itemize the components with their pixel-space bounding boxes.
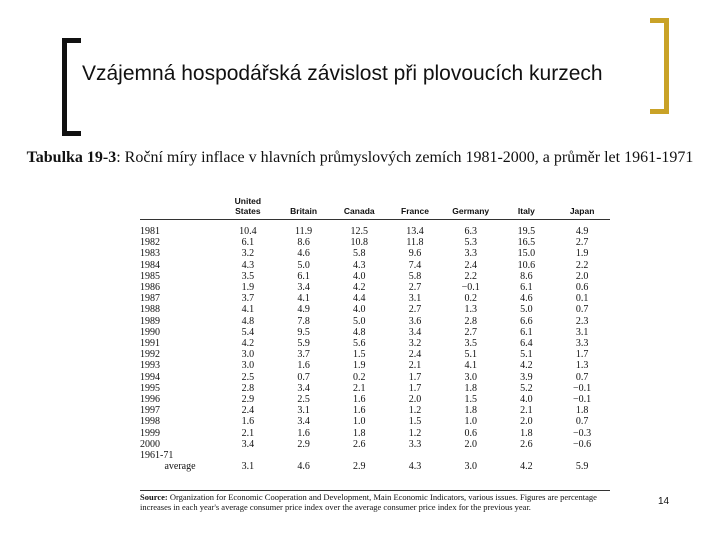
table-row — [140, 428, 610, 439]
year-cell: 1981 — [140, 226, 160, 237]
value-cell: 2.1 — [353, 382, 366, 394]
value-cell: 1.9 — [241, 282, 255, 294]
value-cell: 0.6 — [575, 282, 589, 294]
value-cell: 10.6 — [517, 259, 536, 271]
value-cell: 3.4 — [297, 382, 310, 394]
value-cell: 2.6 — [353, 438, 366, 450]
year-cell: 1999 — [140, 427, 160, 439]
value-cell: 3.1 — [575, 326, 589, 338]
value-cell: 1.6 — [353, 394, 366, 406]
value-cell: 4.0 — [353, 304, 366, 316]
value-cell: 0.2 — [464, 293, 477, 305]
year-cell: 1985 — [140, 270, 160, 282]
value-cell: 1.7 — [408, 371, 422, 383]
value-cell: 15.0 — [517, 248, 536, 260]
column-header: Britain — [276, 206, 332, 220]
average-value-cell: 4.2 — [520, 461, 533, 473]
value-cell: 2.2 — [575, 259, 589, 271]
value-cell: 3.7 — [241, 293, 255, 305]
value-cell: 11.9 — [295, 226, 313, 237]
value-cell: 1.6 — [353, 405, 366, 417]
value-cell: 1.3 — [575, 360, 589, 372]
value-cell: 8.6 — [520, 270, 533, 282]
value-cell: 5.6 — [353, 338, 366, 350]
year-cell: 1983 — [140, 248, 160, 260]
table-row — [140, 248, 610, 259]
column-header — [140, 206, 220, 220]
value-cell: 0.7 — [575, 304, 589, 316]
value-cell: 3.5 — [241, 270, 255, 282]
value-cell: 2.0 — [464, 438, 477, 450]
value-cell: 2.5 — [297, 394, 310, 406]
value-cell: 4.2 — [353, 282, 366, 294]
table-row — [140, 416, 610, 427]
value-cell: 0.1 — [575, 293, 589, 305]
value-cell: 4.3 — [353, 259, 366, 271]
value-cell: 0.2 — [353, 371, 366, 383]
value-cell: 19.5 — [517, 226, 536, 237]
value-cell: 4.6 — [520, 293, 533, 305]
value-cell: 2.1 — [520, 405, 533, 417]
value-cell: 4.8 — [353, 326, 366, 338]
value-cell: 4.9 — [297, 304, 310, 316]
slide-title: Vzájemná hospodářská závislost při plovoucích kurzech — [82, 62, 603, 85]
table-row — [140, 316, 610, 327]
table-row — [140, 260, 610, 271]
column-header: States — [220, 206, 276, 220]
caption-label: Tabulka 19-3 — [26, 149, 117, 166]
value-cell: 5.0 — [297, 259, 310, 271]
value-cell: −0.6 — [573, 438, 592, 450]
caption-text: : Roční míry inflace v hlavních průmyslových zemích 1981-2000, a průměr let 1961-1971 — [116, 149, 694, 166]
value-cell: 3.3 — [575, 338, 589, 350]
column-header: Germany — [443, 206, 499, 220]
table-row — [140, 304, 610, 315]
value-cell: 2.0 — [520, 416, 533, 428]
value-cell: 2.4 — [241, 405, 255, 417]
value-cell: 6.1 — [297, 270, 310, 282]
value-cell: 2.4 — [408, 349, 422, 361]
value-cell: 2.0 — [575, 270, 589, 282]
value-cell: 16.5 — [517, 237, 536, 249]
value-cell: 1.9 — [353, 360, 366, 372]
value-cell: 9.5 — [297, 326, 310, 338]
value-cell: 1.5 — [353, 349, 366, 361]
value-cell: 2.8 — [241, 382, 255, 394]
value-cell: 4.6 — [297, 248, 310, 260]
value-cell: 0.7 — [297, 371, 310, 383]
value-cell: 6.1 — [241, 237, 255, 249]
average-value-cell: 4.3 — [408, 461, 422, 473]
value-cell: 0.7 — [575, 371, 589, 383]
value-cell: 6.1 — [520, 282, 533, 294]
value-cell: 13.4 — [406, 226, 424, 237]
value-cell: −0.1 — [573, 394, 592, 406]
value-cell: 4.2 — [241, 338, 255, 350]
value-cell: −0.1 — [573, 382, 592, 394]
value-cell: 2.7 — [575, 237, 589, 249]
value-cell: 4.3 — [241, 259, 255, 271]
table-row — [140, 450, 610, 461]
value-cell: 5.3 — [464, 237, 477, 249]
average-value-cell: 2.9 — [353, 461, 366, 473]
value-cell: 3.4 — [297, 282, 310, 294]
value-cell: 1.6 — [241, 416, 255, 428]
year-cell: 1984 — [140, 259, 160, 271]
value-cell: 2.6 — [520, 438, 533, 450]
table-row — [140, 271, 610, 282]
right-bracket-decoration — [650, 18, 669, 114]
value-cell: 4.1 — [464, 360, 477, 372]
value-cell: 1.8 — [575, 405, 589, 417]
year-cell: 1988 — [140, 304, 160, 316]
value-cell: 1.5 — [408, 416, 422, 428]
table-row — [140, 293, 610, 304]
average-value-cell: 4.6 — [297, 461, 310, 473]
average-value-cell: 3.0 — [464, 461, 477, 473]
value-cell: 1.2 — [408, 427, 422, 439]
year-cell: 1997 — [140, 405, 160, 417]
value-cell: 2.0 — [408, 394, 422, 406]
value-cell: 3.0 — [241, 349, 255, 361]
value-cell: 3.2 — [408, 338, 422, 350]
table-row — [140, 349, 610, 360]
value-cell: 4.4 — [353, 293, 366, 305]
value-cell: 5.8 — [353, 248, 366, 260]
value-cell: 1.0 — [464, 416, 477, 428]
value-cell: 3.2 — [241, 248, 255, 260]
value-cell: 4.0 — [353, 270, 366, 282]
year-cell: 1994 — [140, 371, 160, 383]
column-header: Canada — [331, 206, 387, 220]
year-cell: 2000 — [140, 438, 160, 450]
year-cell: 1993 — [140, 360, 160, 372]
value-cell: 8.6 — [297, 237, 310, 249]
table-row — [140, 237, 610, 248]
value-cell: 3.0 — [464, 371, 477, 383]
left-bracket-decoration — [62, 38, 81, 136]
value-cell: 0.6 — [464, 427, 477, 439]
value-cell: 6.6 — [520, 315, 533, 327]
value-cell: −0.1 — [461, 282, 480, 294]
value-cell: 3.7 — [297, 349, 310, 361]
year-cell: 1990 — [140, 326, 160, 338]
source-text: Organization for Economic Cooperation and Development, Main Economic Indicators, various issues. Figures are percentage increases in each year's average consumer price index over the average consumer price index for the previous year. — [140, 492, 597, 512]
value-cell: 2.7 — [464, 326, 477, 338]
value-cell: 5.2 — [520, 382, 533, 394]
year-cell: 1986 — [140, 282, 160, 294]
table-row — [140, 439, 610, 450]
page-number: 14 — [658, 496, 670, 507]
year-cell: 1987 — [140, 293, 160, 305]
value-cell: 4.2 — [520, 360, 533, 372]
value-cell: 2.7 — [408, 304, 422, 316]
value-cell: 1.8 — [464, 405, 477, 417]
value-cell: 2.2 — [464, 270, 477, 282]
table-row — [140, 372, 610, 383]
year-cell: 1992 — [140, 349, 160, 361]
value-cell: 4.9 — [575, 226, 589, 237]
value-cell: 3.3 — [408, 438, 422, 450]
average-value-cell: 3.1 — [241, 461, 255, 473]
table-row — [140, 327, 610, 338]
value-cell: 11.8 — [406, 237, 424, 249]
value-cell: 1.8 — [353, 427, 366, 439]
average-value-cell: 5.9 — [575, 461, 589, 473]
value-cell: 3.0 — [241, 360, 255, 372]
value-cell: 3.9 — [520, 371, 533, 383]
value-cell: 3.3 — [464, 248, 477, 260]
value-cell: 5.4 — [241, 326, 255, 338]
year-cell: 1991 — [140, 338, 160, 350]
column-header-united: United — [234, 196, 262, 206]
average-label: average — [164, 461, 196, 473]
value-cell: 2.1 — [408, 360, 422, 372]
table-row — [140, 338, 610, 349]
value-cell: 0.7 — [575, 416, 589, 428]
value-cell: 3.5 — [464, 338, 477, 350]
table-caption — [20, 146, 700, 170]
value-cell: 2.5 — [241, 371, 255, 383]
value-cell: 2.1 — [241, 427, 255, 439]
value-cell: 2.4 — [464, 259, 477, 271]
value-cell: 5.8 — [408, 270, 422, 282]
year-cell: 1996 — [140, 394, 160, 406]
value-cell: 1.6 — [297, 360, 310, 372]
table-row — [140, 282, 610, 293]
value-cell: 3.4 — [241, 438, 255, 450]
column-header: Italy — [499, 206, 555, 220]
value-cell: 3.1 — [408, 293, 422, 305]
average-row — [140, 461, 610, 473]
value-cell: 2.8 — [464, 315, 477, 327]
source-label: Source: — [140, 492, 168, 502]
table-row — [140, 226, 610, 237]
value-cell: 3.1 — [297, 405, 310, 417]
value-cell: 5.1 — [464, 349, 477, 361]
table-row — [140, 383, 610, 394]
table-row — [140, 405, 610, 416]
value-cell: 10.4 — [239, 226, 257, 237]
inflation-table-container — [140, 196, 610, 473]
table-source-note — [140, 490, 610, 512]
value-cell: 1.2 — [408, 405, 422, 417]
year-cell: 1989 — [140, 315, 160, 327]
value-cell: 1.3 — [464, 304, 477, 316]
value-cell: 2.9 — [297, 438, 310, 450]
value-cell: 2.3 — [575, 315, 589, 327]
value-cell: 6.4 — [520, 338, 533, 350]
value-cell: 7.8 — [297, 315, 310, 327]
value-cell: 4.1 — [297, 293, 310, 305]
year-cell: 1995 — [140, 382, 160, 394]
year-cell: 1982 — [140, 237, 160, 249]
value-cell: 5.0 — [353, 315, 366, 327]
value-cell: 2.7 — [408, 282, 422, 294]
inflation-table — [140, 196, 610, 473]
table-row — [140, 360, 610, 371]
value-cell: 3.4 — [297, 416, 310, 428]
value-cell: 6.3 — [464, 226, 477, 237]
value-cell: 9.6 — [408, 248, 422, 260]
value-cell: 1.7 — [408, 382, 422, 394]
value-cell: 1.7 — [575, 349, 589, 361]
value-cell: −0.3 — [573, 427, 592, 439]
value-cell: 1.5 — [464, 394, 477, 406]
value-cell: 12.5 — [350, 226, 369, 237]
value-cell: 7.4 — [408, 259, 422, 271]
year-cell: 1998 — [140, 416, 160, 428]
value-cell: 5.1 — [520, 349, 533, 361]
value-cell: 4.8 — [241, 315, 255, 327]
value-cell: 3.4 — [408, 326, 422, 338]
value-cell: 4.1 — [241, 304, 255, 316]
value-cell: 2.9 — [241, 394, 255, 406]
average-period-label: 1961-71 — [140, 450, 174, 462]
column-header: France — [387, 206, 443, 220]
value-cell: 5.0 — [520, 304, 533, 316]
value-cell: 1.8 — [464, 382, 477, 394]
value-cell: 4.0 — [520, 394, 533, 406]
value-cell: 6.1 — [520, 326, 533, 338]
column-header: Japan — [554, 206, 610, 220]
value-cell: 5.9 — [297, 338, 310, 350]
value-cell: 10.8 — [350, 237, 369, 249]
value-cell: 1.8 — [520, 427, 533, 439]
table-row — [140, 394, 610, 405]
value-cell: 1.9 — [575, 248, 589, 260]
value-cell: 1.6 — [297, 427, 310, 439]
value-cell: 3.6 — [408, 315, 422, 327]
value-cell: 1.0 — [353, 416, 366, 428]
